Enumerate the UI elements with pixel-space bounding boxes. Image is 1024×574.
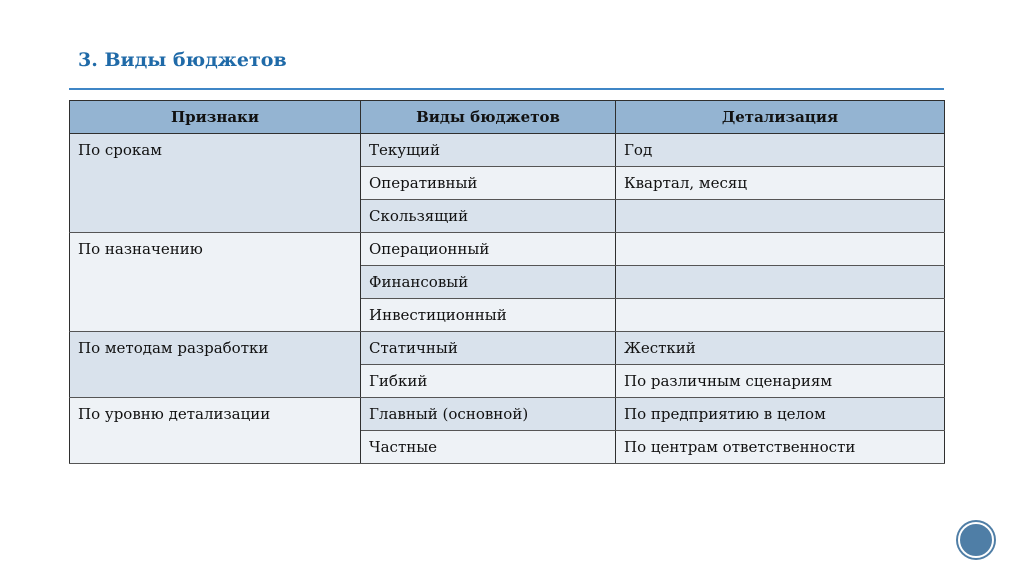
- budget-type-cell: Скользящий: [361, 200, 616, 233]
- budget-type-cell: Главный (основной): [361, 398, 616, 431]
- header-features: Признаки: [70, 101, 361, 134]
- budget-type-cell: Операционный: [361, 233, 616, 266]
- budget-type-cell: Финансовый: [361, 266, 616, 299]
- budget-type-cell: Текущий: [361, 134, 616, 167]
- table-header-row: [70, 101, 945, 134]
- budget-types-table: [69, 100, 945, 464]
- detail-cell: По предприятию в целом: [616, 398, 945, 431]
- budget-type-cell: Статичный: [361, 332, 616, 365]
- group-feature: По методам разработки: [70, 332, 361, 398]
- budget-type-cell: Оперативный: [361, 167, 616, 200]
- budget-type-cell: Инвестиционный: [361, 299, 616, 332]
- budget-type-cell: Частные: [361, 431, 616, 464]
- detail-cell: По центрам ответственности: [616, 431, 945, 464]
- budget-type-cell: Гибкий: [361, 365, 616, 398]
- title-divider: [69, 88, 944, 90]
- header-detail: Детализация: [616, 101, 945, 134]
- detail-cell: [616, 299, 945, 332]
- group-feature: По уровню детализации: [70, 398, 361, 464]
- detail-cell: [616, 233, 945, 266]
- header-budget-types: Виды бюджетов: [361, 101, 616, 134]
- detail-cell: Год: [616, 134, 945, 167]
- table-row: [70, 398, 945, 431]
- group-feature: По срокам: [70, 134, 361, 233]
- detail-cell: По различным сценариям: [616, 365, 945, 398]
- slide-logo-icon: [958, 522, 994, 558]
- group-feature: По назначению: [70, 233, 361, 332]
- detail-cell: Жесткий: [616, 332, 945, 365]
- table-row: [70, 233, 945, 266]
- table-row: [70, 332, 945, 365]
- detail-cell: [616, 200, 945, 233]
- table-row: [70, 134, 945, 167]
- detail-cell: [616, 266, 945, 299]
- slide-title: 3. Виды бюджетов: [78, 49, 287, 71]
- detail-cell: Квартал, месяц: [616, 167, 945, 200]
